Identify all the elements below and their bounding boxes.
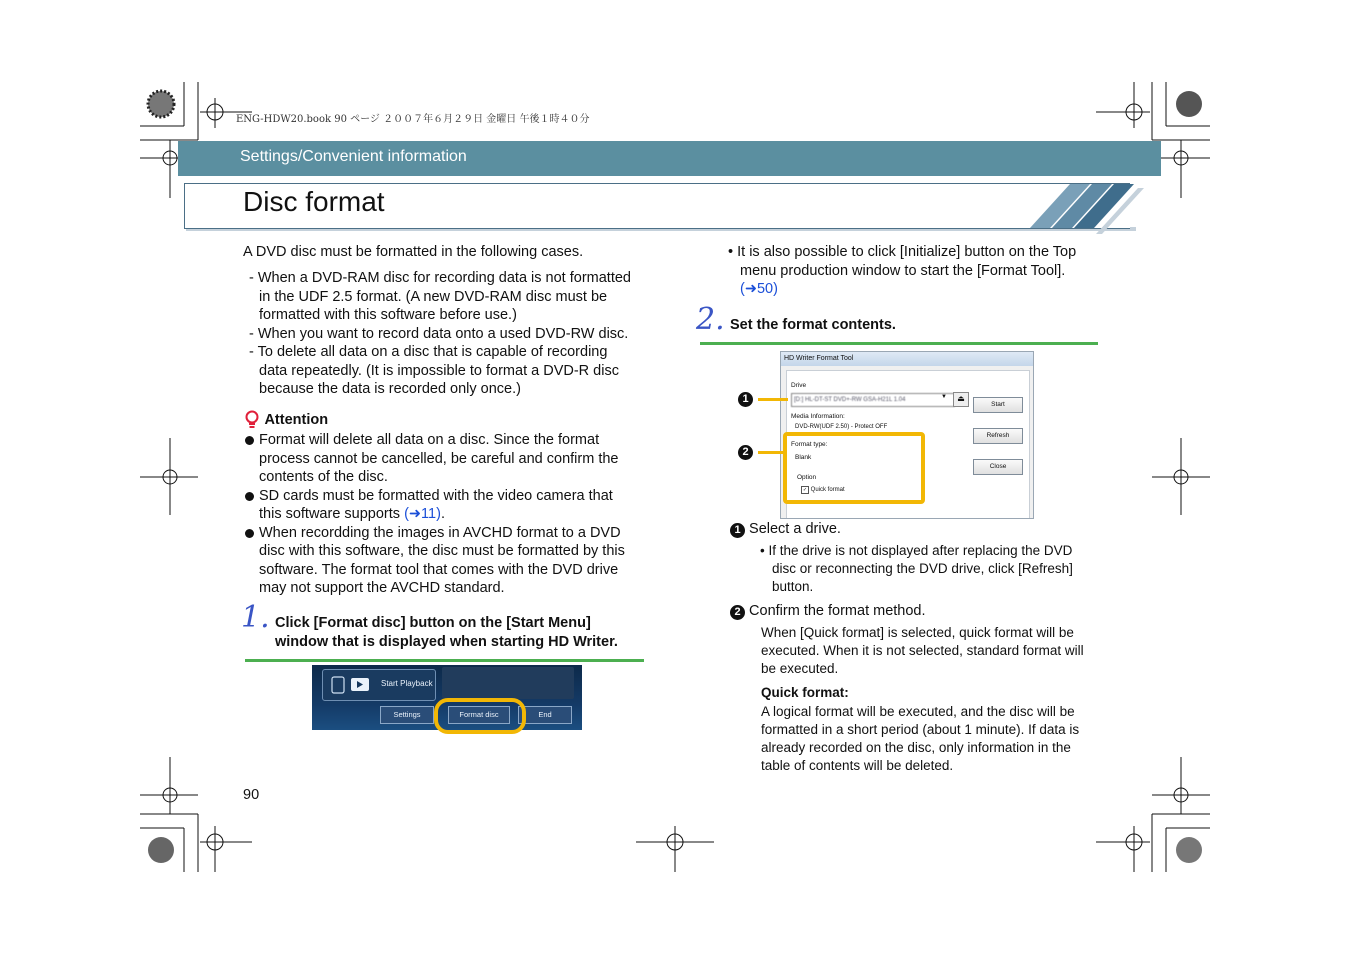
bullet-line	[259, 505, 665, 524]
page-number: 90	[243, 787, 260, 803]
step-2-rule	[700, 342, 1098, 345]
case-line: because the data is recorded only once.)	[259, 381, 521, 397]
bullet-text: this software supports	[259, 506, 401, 522]
case-item	[249, 325, 669, 344]
start-button[interactable]: Start	[973, 397, 1023, 413]
option-label: Option	[797, 474, 817, 481]
attention-bullet	[245, 431, 665, 487]
bullet-line: When recordding the images in AVCHD format to a DVD	[259, 524, 621, 541]
title-stripes	[1010, 182, 1150, 234]
crop-mark-bottom-left	[140, 757, 252, 872]
start-menu-screenshot	[312, 665, 582, 730]
step-2-number: 2.	[696, 302, 725, 337]
tip-line: menu production window to start the [Format Tool].	[740, 262, 1066, 279]
desc-1-heading	[730, 520, 841, 539]
playback-icon	[331, 676, 371, 694]
bullet-text: .	[440, 506, 445, 522]
close-button[interactable]: Close	[973, 459, 1023, 475]
case-line: - When a DVD-RAM disc for recording data is not formatted	[249, 270, 631, 286]
format-type-value[interactable]: Blank	[795, 454, 812, 461]
end-button[interactable]: End	[518, 706, 572, 724]
bullet-line: process cannot be cancelled, be careful and confirm the	[259, 450, 619, 467]
number-1-icon: 1	[730, 523, 745, 538]
format-disc-button[interactable]: Format disc	[448, 706, 510, 724]
attention-bullet	[245, 524, 665, 598]
body-line: A logical format will be executed, and the disc will be	[761, 704, 1075, 719]
step-1-text	[275, 614, 618, 652]
format-type-highlight	[783, 432, 925, 504]
crop-mark-bottom-center	[636, 826, 714, 872]
window-title-bar: HD Writer Format Tool	[781, 352, 1033, 366]
bullet-line: may not support the AVCHD standard.	[259, 580, 505, 596]
refresh-button[interactable]: Refresh	[973, 428, 1023, 444]
case-line: in the UDF 2.5 format. (A new DVD-RAM disc must be	[259, 288, 608, 305]
crop-mark-top-left	[140, 82, 252, 198]
cases-list	[249, 269, 669, 399]
crop-mark-top-right	[1096, 82, 1210, 198]
case-line: formatted with this software before use.)	[259, 307, 517, 323]
desc-1-text: Select a drive.	[749, 521, 841, 537]
callout-2-line	[758, 451, 784, 454]
note-line: • If the drive is not displayed after replacing the DVD	[760, 543, 1073, 558]
case-line: - To delete all data on a disc that is capable of recording	[249, 344, 608, 360]
desc-2-body	[761, 624, 1121, 678]
bullet-icon	[245, 529, 254, 538]
body-line: When [Quick format] is selected, quick format will be	[761, 625, 1074, 640]
attention-bullet	[245, 487, 665, 524]
attention-heading	[244, 410, 328, 430]
drive-label: Drive	[791, 382, 807, 389]
quick-format-heading: Quick format:	[761, 685, 849, 700]
page-title: Disc format	[243, 186, 385, 217]
intro-text: A DVD disc must be formatted in the following cases.	[243, 244, 584, 260]
number-2-icon: 2	[730, 605, 745, 620]
format-type-label: Format type:	[791, 441, 828, 448]
start-playback-label: Start Playback	[381, 679, 433, 688]
eject-icon[interactable]: ⏏	[953, 392, 969, 407]
body-line: table of contents will be deleted.	[761, 758, 954, 773]
case-item	[249, 343, 669, 399]
case-item	[249, 269, 669, 325]
body-line: executed. When it is not selected, standard format will	[761, 643, 1084, 658]
step-1-rule	[245, 659, 644, 662]
desc-2-text: Confirm the format method.	[749, 603, 926, 619]
callout-1-icon: 1	[738, 392, 753, 407]
note-line: disc or reconnecting the DVD drive, click [Refresh]	[772, 561, 1073, 576]
step-text-line: window that is displayed when starting HD Writer.	[275, 634, 618, 650]
bullet-line: disc with this software, the disc must be formatted by this	[259, 543, 625, 559]
body-line: formatted in a short period (about 1 minute). If data is	[761, 722, 1080, 737]
page-link-11[interactable]: (➜11)	[404, 506, 441, 522]
checkbox-icon: ✓	[802, 487, 808, 493]
drive-select[interactable]: [D:] HL-DT-ST DVD+-RW GSA-H21L 1.04	[791, 393, 955, 407]
tip-line: • It is also possible to click [Initialize] button on the Top	[728, 244, 1077, 260]
settings-button[interactable]: Settings	[380, 706, 434, 724]
case-line: - When you want to record data onto a used DVD-RW disc.	[249, 325, 629, 342]
bullet-line: Format will delete all data on a disc. Since the format	[259, 432, 600, 448]
step-1-number: 1.	[241, 600, 270, 635]
quick-format-label: Quick format	[810, 487, 845, 493]
print-header: ENG-HDW20.book 90 ページ ２００７年６月２９日 金曜日 午後１時４０分	[236, 114, 590, 125]
lightbulb-icon	[244, 410, 260, 430]
attention-list	[245, 431, 665, 598]
menu-panel	[442, 667, 574, 699]
bullet-line: contents of the disc.	[259, 469, 388, 485]
desc-2-heading	[730, 602, 926, 621]
bullet-icon	[245, 492, 254, 501]
body-line: be executed.	[761, 661, 839, 676]
media-info-label: Media Information:	[791, 413, 845, 420]
bullet-icon	[245, 436, 254, 445]
format-tool-window	[780, 351, 1034, 519]
bullet-line: SD cards must be formatted with the video camera that	[259, 487, 613, 504]
section-bar	[178, 141, 1161, 176]
callout-1-line	[758, 398, 788, 401]
desc-1-note	[760, 542, 1120, 596]
quick-format-body	[761, 703, 1121, 775]
section-title: Settings/Convenient information	[240, 148, 467, 165]
dropdown-arrow-icon: ▼	[941, 394, 947, 400]
case-line: data repeatedly. (It is impossible to format a DVD-R disc	[259, 362, 619, 379]
step-text-line: Click [Format disc] button on the [Start Menu]	[275, 615, 591, 631]
tip-note	[728, 243, 1128, 299]
media-info-value: DVD-RW(UDF 2.50) - Protect OFF	[795, 424, 888, 430]
bullet-line: software. The format tool that comes with the DVD drive	[259, 561, 619, 578]
note-line: button.	[772, 579, 814, 594]
format-disc-highlight	[434, 698, 526, 734]
step-2-text: Set the format contents.	[730, 317, 896, 333]
page-link-50[interactable]: (➜50)	[740, 281, 778, 297]
callout-2-icon: 2	[738, 445, 753, 460]
start-playback-button[interactable]	[322, 669, 436, 701]
body-line: already recorded on the disc, only information in the	[761, 740, 1071, 755]
attention-label: Attention	[264, 412, 329, 429]
